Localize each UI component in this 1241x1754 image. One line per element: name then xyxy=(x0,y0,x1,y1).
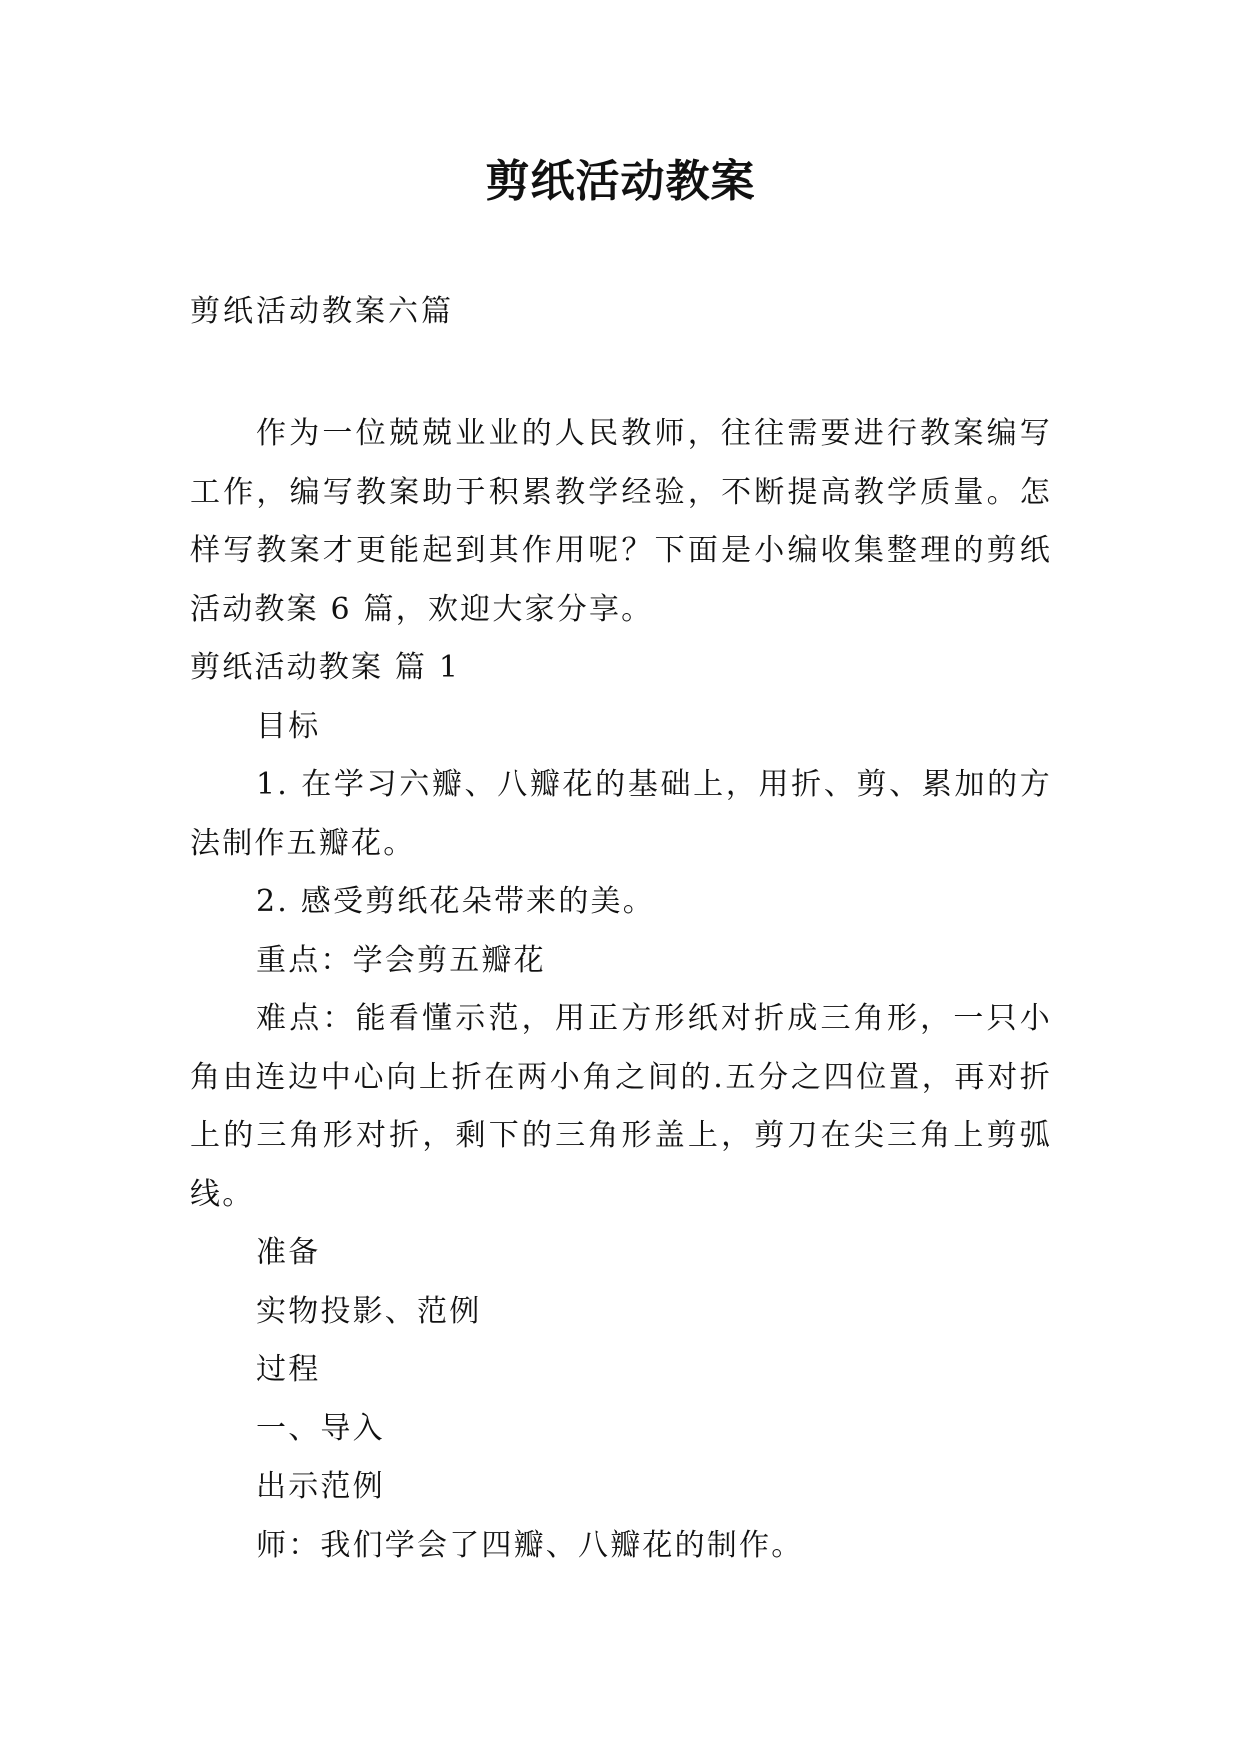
paragraph-prep-items: 实物投影、范例 xyxy=(256,1293,482,1329)
section-heading: 剪纸活动教案 篇 1 xyxy=(190,650,461,685)
paragraph-goal-2: 2. 感受剪纸花朵带来的美。 xyxy=(256,884,655,919)
paragraph-goal-heading: 目标 xyxy=(256,708,321,744)
paragraph-process-heading: 过程 xyxy=(256,1352,321,1387)
paragraph-difficulty: 难点：能看懂示范，用正方形纸对折成三角形，一只小角由连边中心向上折在两小角之间的.五分之四位置，再对折上的三角形对折，剩下的三角形盖上，剪刀在尖三角上剪弧线。 xyxy=(190,1001,1052,1212)
paragraph-teacher-line: 师：我们学会了四瓣、八瓣花的制作。 xyxy=(256,1527,804,1563)
document-body xyxy=(190,405,1052,1575)
document-subtitle: 剪纸活动教案六篇 xyxy=(190,294,454,329)
document-title: 剪纸活动教案 xyxy=(485,156,756,207)
intro-paragraph: 作为一位兢兢业业的人民教师，往往需要进行教案编写工作，编写教案助于积累教学经验，不断提高教学质量。怎样写教案才更能起到其作用呢？下面是小编收集整理的剪纸活动教案 6 篇，欢迎大家分享。 xyxy=(190,416,1052,627)
paragraph-step-intro: 一、导入 xyxy=(256,1410,385,1446)
paragraph-prep-heading: 准备 xyxy=(256,1235,321,1270)
paragraph-show-example: 出示范例 xyxy=(256,1469,385,1504)
paragraph-key-point: 重点：学会剪五瓣花 xyxy=(256,942,546,978)
paragraph-goal-1: 1. 在学习六瓣、八瓣花的基础上，用折、剪、累加的方法制作五瓣花。 xyxy=(190,767,1052,861)
